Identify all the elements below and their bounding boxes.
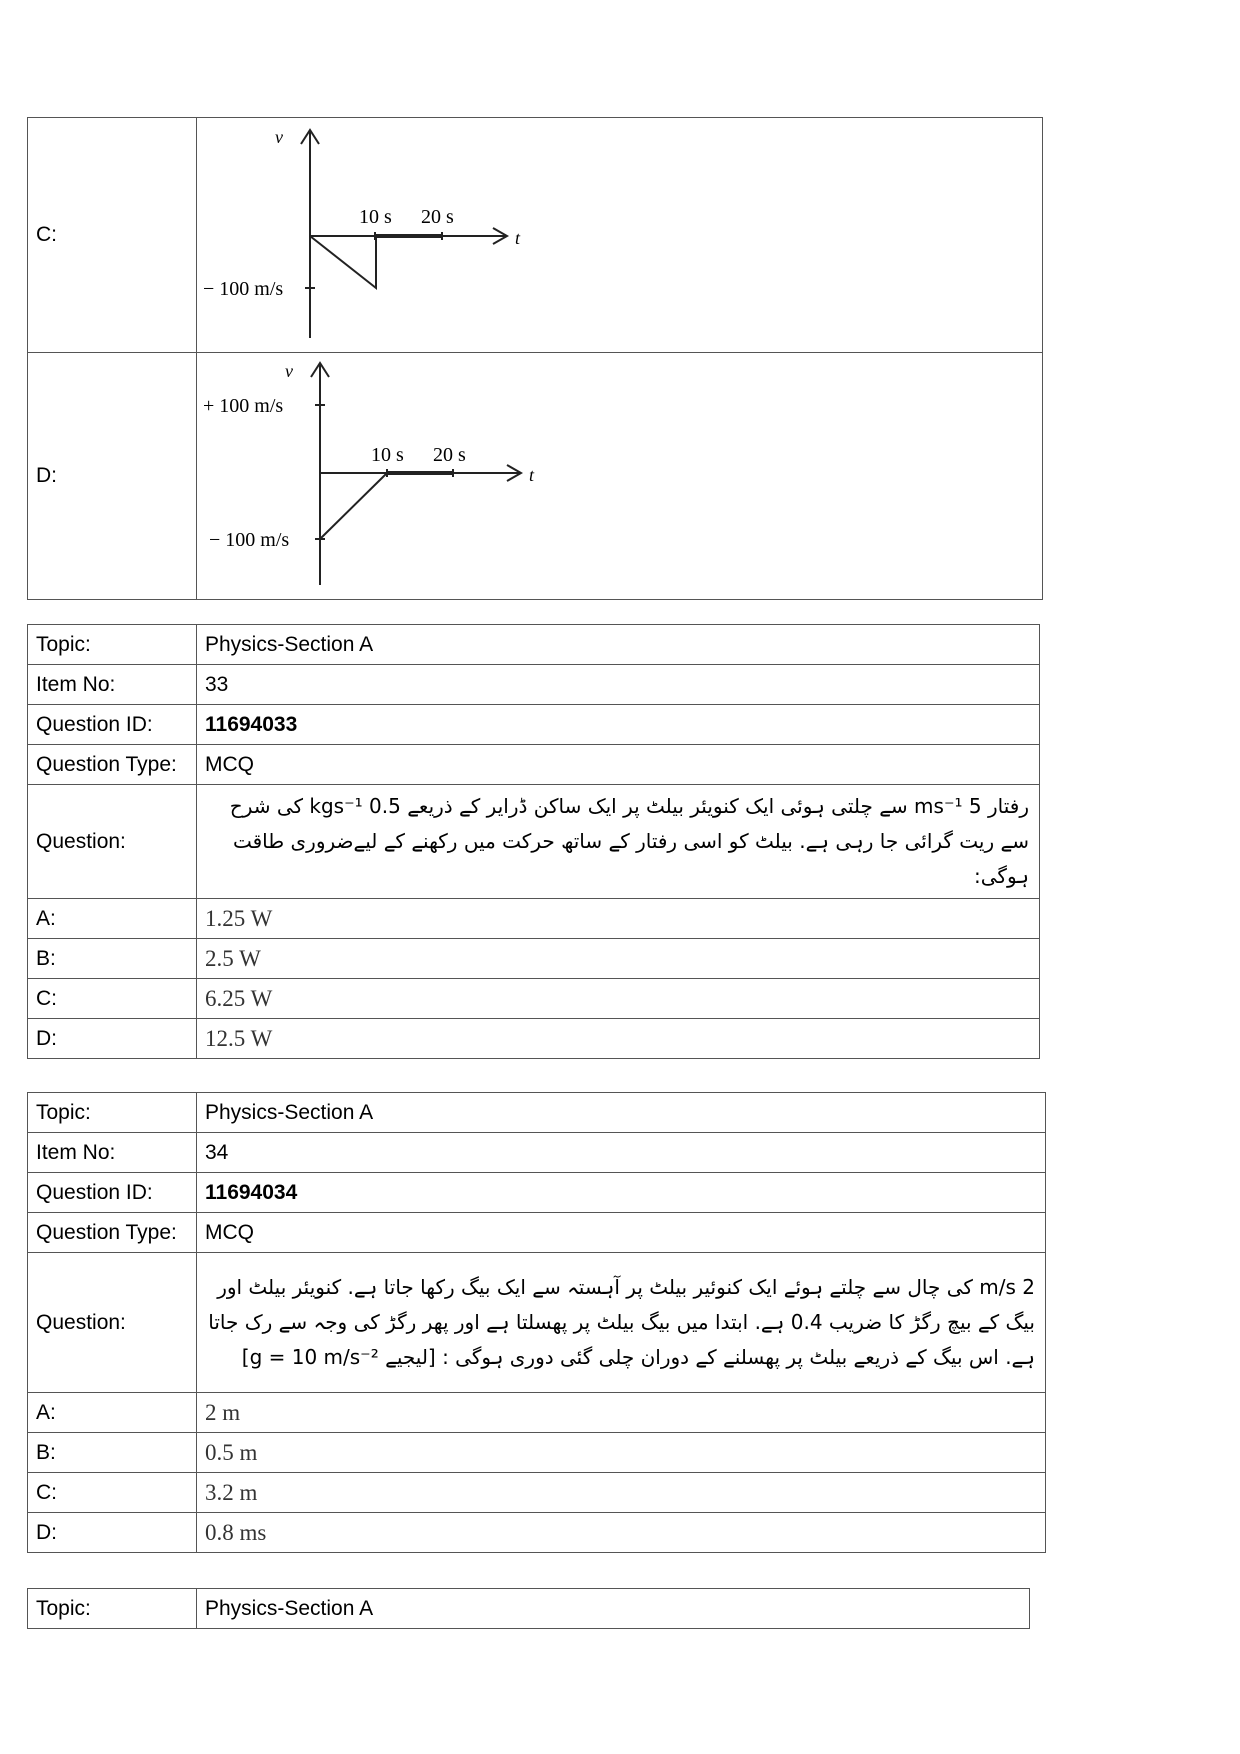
option-value: 1.25 W bbox=[197, 899, 1040, 939]
option-label: C: bbox=[28, 979, 197, 1019]
topic-label: Topic: bbox=[28, 1589, 197, 1629]
question-id-row bbox=[28, 705, 1040, 745]
question-type-label: Question Type: bbox=[28, 745, 197, 785]
pos-label: + 100 m/s bbox=[203, 395, 284, 417]
question-text: رفتار 5 ms⁻¹ سے چلتی ہوئی ایک کنویئر بیلٹ پر ایک ساکن ڈرایر کے ذریعے 0.5 kgs⁻¹ کی شرح سے ریت گرائی جا رہی ہے. بیلٹ کو اسی رفتار کے ساتھ حرکت میں رکھنے کے لیےضروری طاقت ہوگی: bbox=[197, 785, 1040, 899]
option-value: 2.5 W bbox=[197, 939, 1040, 979]
option-row bbox=[28, 979, 1040, 1019]
option-label: A: bbox=[28, 899, 197, 939]
graph-c bbox=[197, 118, 1047, 346]
question-type-row bbox=[28, 745, 1040, 785]
question-34-table bbox=[27, 1092, 1046, 1553]
question-row bbox=[28, 1253, 1046, 1393]
option-row bbox=[28, 1473, 1046, 1513]
item-row bbox=[28, 1133, 1046, 1173]
option-value: 3.2 m bbox=[197, 1473, 1046, 1513]
item-value: 34 bbox=[197, 1133, 1046, 1173]
option-value: 12.5 W bbox=[197, 1019, 1040, 1059]
option-label: B: bbox=[28, 939, 197, 979]
tick-10-label: 10 s bbox=[371, 444, 404, 466]
t-label: t bbox=[515, 228, 521, 248]
velocity-curve bbox=[310, 236, 376, 288]
topic-value: Physics-Section A bbox=[197, 1093, 1046, 1133]
question-35-table bbox=[27, 1588, 1030, 1629]
option-label: C: bbox=[28, 1473, 197, 1513]
question-type-value: MCQ bbox=[197, 745, 1040, 785]
topic-row bbox=[28, 625, 1040, 665]
velocity-curve bbox=[320, 473, 387, 539]
topic-value: Physics-Section A bbox=[197, 625, 1040, 665]
question-id-value: 11694034 bbox=[197, 1173, 1046, 1213]
option-value: 0.5 m bbox=[197, 1433, 1046, 1473]
item-value: 33 bbox=[197, 665, 1040, 705]
question-33-table bbox=[27, 624, 1040, 1059]
tick-20-label: 20 s bbox=[433, 444, 466, 466]
option-value: 0.8 ms bbox=[197, 1513, 1046, 1553]
option-row-c bbox=[28, 118, 1043, 353]
option-value: 6.25 W bbox=[197, 979, 1040, 1019]
option-row bbox=[28, 1019, 1040, 1059]
option-label: D: bbox=[28, 1513, 197, 1553]
question-text: 2 m/s کی چال سے چلتے ہوئے ایک کنوئیر بیلٹ پر آہستہ سے ایک بیگ رکھا جاتا ہے. کنویئر بیلٹ اور بیگ کے بیچ رگڑ کا ضریب 0.4 ہے. ابتدا میں بیگ بیلٹ پر پھسلتا ہے اور پھر رگڑ کی وجہ سے رک جاتا ہے. اس بیگ کے ذریعے بیلٹ پر پھسلنے کے دوران چلی گئی دوری ہوگی : [لیجیے g = 10 m/s⁻²] bbox=[197, 1253, 1046, 1393]
graph-c-cell bbox=[197, 118, 1043, 353]
question-label: Question: bbox=[28, 785, 197, 899]
question-id-label: Question ID: bbox=[28, 705, 197, 745]
question-id-label: Question ID: bbox=[28, 1173, 197, 1213]
option-label: D: bbox=[28, 1019, 197, 1059]
topic-row bbox=[28, 1093, 1046, 1133]
neg-label: − 100 m/s bbox=[203, 278, 284, 300]
neg-label: − 100 m/s bbox=[209, 529, 290, 551]
question-label: Question: bbox=[28, 1253, 197, 1393]
tick-20-label: 20 s bbox=[421, 206, 454, 228]
topic-label: Topic: bbox=[28, 1093, 197, 1133]
topic-value: Physics-Section A bbox=[197, 1589, 1030, 1629]
option-label: C: bbox=[28, 118, 197, 353]
option-label: D: bbox=[28, 353, 197, 600]
question-row bbox=[28, 785, 1040, 899]
option-row bbox=[28, 939, 1040, 979]
option-value: 2 m bbox=[197, 1393, 1046, 1433]
option-row-d bbox=[28, 353, 1043, 600]
option-row bbox=[28, 899, 1040, 939]
question-id-row bbox=[28, 1173, 1046, 1213]
graph-d bbox=[197, 353, 1047, 593]
option-label: B: bbox=[28, 1433, 197, 1473]
tick-10-label: 10 s bbox=[359, 206, 392, 228]
question-type-value: MCQ bbox=[197, 1213, 1046, 1253]
topic-row bbox=[28, 1589, 1030, 1629]
option-row bbox=[28, 1433, 1046, 1473]
topic-label: Topic: bbox=[28, 625, 197, 665]
question-type-label: Question Type: bbox=[28, 1213, 197, 1253]
graph-options-table bbox=[27, 117, 1043, 600]
question-id-value: 11694033 bbox=[197, 705, 1040, 745]
item-label: Item No: bbox=[28, 665, 197, 705]
question-type-row bbox=[28, 1213, 1046, 1253]
option-row bbox=[28, 1393, 1046, 1433]
t-label: t bbox=[529, 465, 535, 485]
option-row bbox=[28, 1513, 1046, 1553]
v-label: v bbox=[285, 361, 293, 381]
item-label: Item No: bbox=[28, 1133, 197, 1173]
v-label: v bbox=[275, 127, 283, 147]
graph-d-cell bbox=[197, 353, 1043, 600]
option-label: A: bbox=[28, 1393, 197, 1433]
item-row bbox=[28, 665, 1040, 705]
